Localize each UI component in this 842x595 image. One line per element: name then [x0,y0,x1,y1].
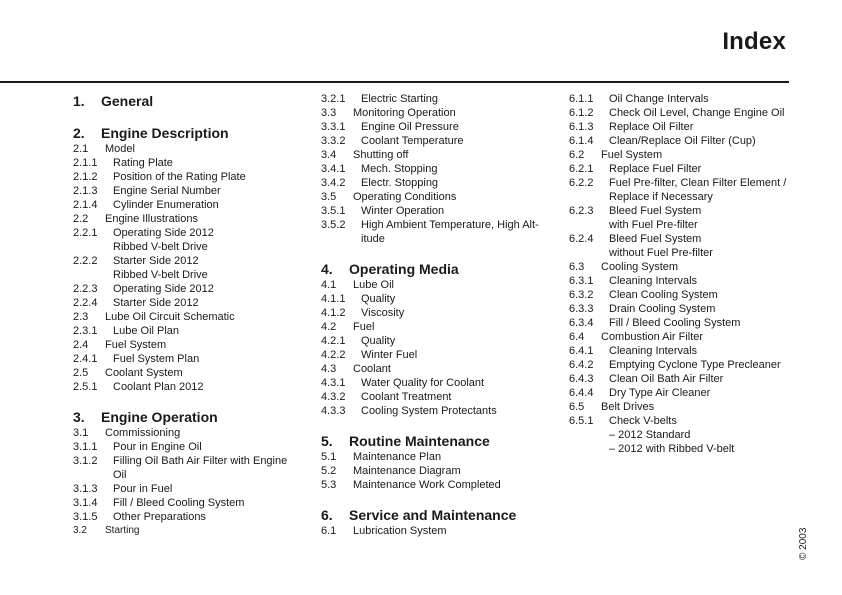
index-entry [321,162,549,176]
entry-title: Viscosity [361,307,405,319]
index-entry [73,170,301,184]
entry-title: Check V-belts [609,415,677,427]
entry-number: 2.4 [73,339,89,351]
entry-title: Starter Side 2012 [113,297,199,309]
entry-title: Starter Side 2012 [113,255,199,267]
entry-title: Maintenance Plan [353,451,442,463]
entry-title: Bleed Fuel System [609,205,702,217]
index-entry [569,344,797,358]
entry-title: Coolant Treatment [361,391,452,403]
entry-title: Fuel System [105,339,167,351]
entry-title: Fill / Bleed Cooling System [113,497,245,509]
entry-number: 6.5 [569,401,585,413]
entry-title: Replace Fuel Filter [609,163,702,175]
entry-number: 4.1 [321,279,337,291]
index-entry [321,92,549,106]
entry-title: Model [105,143,135,155]
section-heading [73,408,301,426]
index-entry [321,450,549,464]
entry-title: Position of the Rating Plate [113,171,246,183]
index-entry [73,226,301,240]
entry-number: 2. [73,125,85,141]
entry-number: 2.4.1 [73,353,98,365]
copyright-notice: © 2003 [798,527,809,560]
index-entry [321,362,549,376]
section-heading [73,124,301,142]
entry-title: Monitoring Operation [353,107,456,119]
entry-number [569,428,609,442]
index-entry [73,482,301,496]
index-entry [569,386,797,400]
index-entry [321,190,549,204]
entry-title: Operating Conditions [353,191,457,203]
index-entry [569,358,797,372]
entry-number: 6.2.2 [569,177,594,189]
entry-title: Quality [361,335,396,347]
entry-number: 4. [321,261,333,277]
entry-title: Belt Drives [601,401,655,413]
index-entry [73,468,301,482]
index-entry [73,338,301,352]
index-entry [569,302,797,316]
entry-title: Operating Side 2012 [113,283,214,295]
entry-number: 2.1.3 [73,185,98,197]
index-entry [73,156,301,170]
entry-title: Operating Media [349,261,459,277]
entry-number: 3.5 [321,191,337,203]
entry-number: 6.3.4 [569,317,594,329]
entry-title: Dry Type Air Cleaner [609,387,711,399]
entry-title: Coolant System [105,367,183,379]
entry-number: 3. [73,409,85,425]
entry-number: 4.2 [321,321,337,333]
entry-title: Clean/Replace Oil Filter (Cup) [609,135,756,147]
entry-number [73,268,113,282]
entry-number: 5.1 [321,451,337,463]
entry-number: 4.2.1 [321,335,346,347]
entry-number: 3.1 [73,427,89,439]
entry-title: Lube Oil [353,279,394,291]
entry-number [569,190,609,204]
entry-number: 3.1.5 [73,511,98,523]
index-entry [73,198,301,212]
index-entry [569,92,797,106]
entry-number: 6.5.1 [569,415,594,427]
entry-number: 6.2.3 [569,205,594,217]
index-entry [569,204,797,218]
entry-number: 6.3 [569,261,585,273]
entry-title: Drain Cooling System [609,303,716,315]
entry-title: Maintenance Work Completed [353,479,501,491]
entry-title: Winter Fuel [361,349,418,361]
index-entry [73,510,301,524]
entry-title: Clean Oil Bath Air Filter [609,373,724,385]
entry-title: High Ambient Temperature, High Alt- [361,219,539,231]
entry-number: 6.3.1 [569,275,594,287]
index-entry [569,260,797,274]
entry-number: 2.2.1 [73,227,98,239]
index-entry [73,524,301,538]
entry-title: without Fuel Pre-filter [609,247,713,259]
entry-title: Service and Maintenance [349,507,517,523]
entry-number: 6. [321,507,333,523]
entry-title: – 2012 Standard [609,429,691,441]
section-heading [321,432,549,450]
entry-title: Lube Oil Plan [113,325,180,337]
index-entry [73,184,301,198]
entry-title: Replace if Necessary [609,191,713,203]
entry-number: 3.5.1 [321,205,346,217]
index-entry [321,404,549,418]
entry-title: Engine Oil Pressure [361,121,459,133]
index-entry [321,134,549,148]
entry-title: Water Quality for Coolant [361,377,485,389]
entry-title: Fuel System Plan [113,353,200,365]
index-entry [321,106,549,120]
entry-title: Cylinder Enumeration [113,199,219,211]
entry-title: Winter Operation [361,205,445,217]
index-entry [321,292,549,306]
index-entry [569,176,797,190]
entry-title: Replace Oil Filter [609,121,694,133]
index-entry [569,232,797,246]
entry-title: Cleaning Intervals [609,275,698,287]
index-entry [73,268,301,282]
entry-number [569,246,609,260]
entry-title: Cleaning Intervals [609,345,698,357]
entry-title: Electr. Stopping [361,177,439,189]
entry-title: Bleed Fuel System [609,233,702,245]
index-entry [321,176,549,190]
entry-title: Coolant Temperature [361,135,464,147]
entry-number: 3.1.4 [73,497,98,509]
index-entry [569,162,797,176]
index-entry [321,232,549,246]
entry-title: Rating Plate [113,157,173,169]
entry-title: General [101,93,154,109]
index-entry [321,120,549,134]
index-entry [569,428,797,442]
entry-title: Ribbed V-belt Drive [113,269,208,281]
entry-number: 2.5.1 [73,381,98,393]
entry-title: Pour in Engine Oil [113,441,202,453]
entry-number: 3.3.1 [321,121,346,133]
entry-number: 4.2.2 [321,349,346,361]
entry-title: Other Preparations [113,511,206,523]
entry-title: Fuel [353,321,375,333]
index-entry [569,190,797,204]
page-title: Index [722,28,786,55]
entry-number: 6.4 [569,331,585,343]
index-column-3 [569,92,797,456]
index-entry [321,278,549,292]
index-column-1 [73,92,301,538]
entry-number: 2.2.2 [73,255,98,267]
entry-number: 6.1.2 [569,107,594,119]
entry-title: Cooling System Protectants [361,405,497,417]
entry-title: with Fuel Pre-filter [609,219,698,231]
index-entry [321,306,549,320]
index-entry [73,254,301,268]
entry-title: Engine Description [101,125,229,141]
entry-title: Shutting off [353,149,409,161]
entry-number: 2.5 [73,367,89,379]
entry-title: Clean Cooling System [609,289,718,301]
index-entry [321,376,549,390]
entry-title: Commissioning [105,427,181,439]
entry-title: Starting [105,525,140,536]
header-rule [0,81,789,83]
entry-number: 3.3 [321,107,337,119]
index-entry [73,426,301,440]
index-entry [73,282,301,296]
index-entry [569,316,797,330]
entry-number [321,232,361,246]
index-entry [73,212,301,226]
index-entry [73,240,301,254]
entry-title: Maintenance Diagram [353,465,461,477]
entry-title: Fuel System [601,149,663,161]
entry-number: 6.2.4 [569,233,594,245]
entry-number: 2.2.4 [73,297,98,309]
index-entry [569,246,797,260]
entry-number: 6.1.4 [569,135,594,147]
entry-title: Lube Oil Circuit Schematic [105,311,235,323]
entry-number: 6.4.4 [569,387,594,399]
entry-number: 5.3 [321,479,337,491]
entry-number: 6.2 [569,149,585,161]
index-entry [73,352,301,366]
index-entry [321,524,549,538]
entry-title: itude [361,233,385,245]
entry-number: 6.4.1 [569,345,594,357]
section-heading [321,506,549,524]
entry-number: 6.1 [321,525,337,537]
entry-title: Operating Side 2012 [113,227,214,239]
index-entry [73,142,301,156]
entry-number: 3.3.2 [321,135,346,147]
entry-title: Coolant [353,363,391,375]
entry-number: 2.1 [73,143,89,155]
entry-number: 2.1.2 [73,171,98,183]
index-entry [321,148,549,162]
entry-number [569,442,609,456]
index-entry [569,218,797,232]
entry-title: – 2012 with Ribbed V-belt [609,443,735,455]
entry-number: 3.2.1 [321,93,346,105]
entry-title: Check Oil Level, Change Engine Oil [609,107,785,119]
index-entry [569,288,797,302]
index-entry [321,390,549,404]
entry-title: Routine Maintenance [349,433,490,449]
entry-number: 2.2.3 [73,283,98,295]
entry-number [73,468,113,482]
entry-title: Electric Starting [361,93,439,105]
index-entry [569,106,797,120]
entry-number: 4.3 [321,363,337,375]
entry-title: Coolant Plan 2012 [113,381,204,393]
entry-number: 2.1.4 [73,199,98,211]
entry-title: Oil [113,469,127,481]
entry-number: 3.1.1 [73,441,98,453]
entry-number [569,218,609,232]
index-entry [569,148,797,162]
entry-title: Emptying Cyclone Type Precleaner [609,359,781,371]
entry-number: 6.3.2 [569,289,594,301]
index-entry [321,464,549,478]
entry-number: 2.1.1 [73,157,98,169]
entry-title: Engine Illustrations [105,213,198,225]
index-entry [73,380,301,394]
entry-title: Quality [361,293,396,305]
index-entry [73,366,301,380]
entry-number: 3.4 [321,149,337,161]
index-entry [569,120,797,134]
entry-number: 6.4.2 [569,359,594,371]
index-entry [321,348,549,362]
entry-number: 6.4.3 [569,373,594,385]
entry-number: 4.3.3 [321,405,346,417]
index-entry [321,218,549,232]
index-entry [569,330,797,344]
entry-number: 4.1.1 [321,293,346,305]
index-entry [321,204,549,218]
index-column-2 [321,92,549,538]
index-entry [321,320,549,334]
entry-number: 3.1.2 [73,455,98,467]
entry-number: 6.2.1 [569,163,594,175]
entry-title: Fuel Pre-filter, Clean Filter Element / [609,177,787,189]
entry-title: Combustion Air Filter [601,331,704,343]
entry-title: Mech. Stopping [361,163,438,175]
index-entry [569,414,797,428]
entry-number: 6.3.3 [569,303,594,315]
entry-title: Filling Oil Bath Air Filter with Engine [113,455,288,467]
entry-number: 2.3.1 [73,325,98,337]
entry-number: 1. [73,93,85,109]
entry-number: 5. [321,433,333,449]
index-entry [73,310,301,324]
index-entry [73,440,301,454]
entry-number: 4.3.2 [321,391,346,403]
entry-number [73,240,113,254]
entry-title: Pour in Fuel [113,483,173,495]
entry-title: Engine Operation [101,409,218,425]
section-heading [321,260,549,278]
entry-title: Ribbed V-belt Drive [113,241,208,253]
index-entry [321,478,549,492]
entry-number: 6.1.1 [569,93,594,105]
entry-number: 3.2 [73,525,87,536]
entry-number: 2.3 [73,311,89,323]
index-entry [569,442,797,456]
index-entry [569,372,797,386]
entry-number: 3.1.3 [73,483,98,495]
entry-number: 5.2 [321,465,337,477]
entry-title: Fill / Bleed Cooling System [609,317,741,329]
index-entry [73,454,301,468]
index-entry [569,134,797,148]
entry-number: 3.5.2 [321,219,346,231]
entry-number: 2.2 [73,213,89,225]
index-entry [569,400,797,414]
index-entry [73,496,301,510]
index-entry [321,334,549,348]
section-heading [73,92,301,110]
entry-title: Lubrication System [353,525,447,537]
entry-number: 4.3.1 [321,377,346,389]
entry-number: 3.4.2 [321,177,346,189]
entry-title: Cooling System [601,261,679,273]
entry-title: Oil Change Intervals [609,93,709,105]
entry-number: 6.1.3 [569,121,594,133]
entry-number: 4.1.2 [321,307,346,319]
index-entry [569,274,797,288]
index-entry [73,296,301,310]
index-entry [73,324,301,338]
entry-title: Engine Serial Number [113,185,221,197]
entry-number: 3.4.1 [321,163,346,175]
